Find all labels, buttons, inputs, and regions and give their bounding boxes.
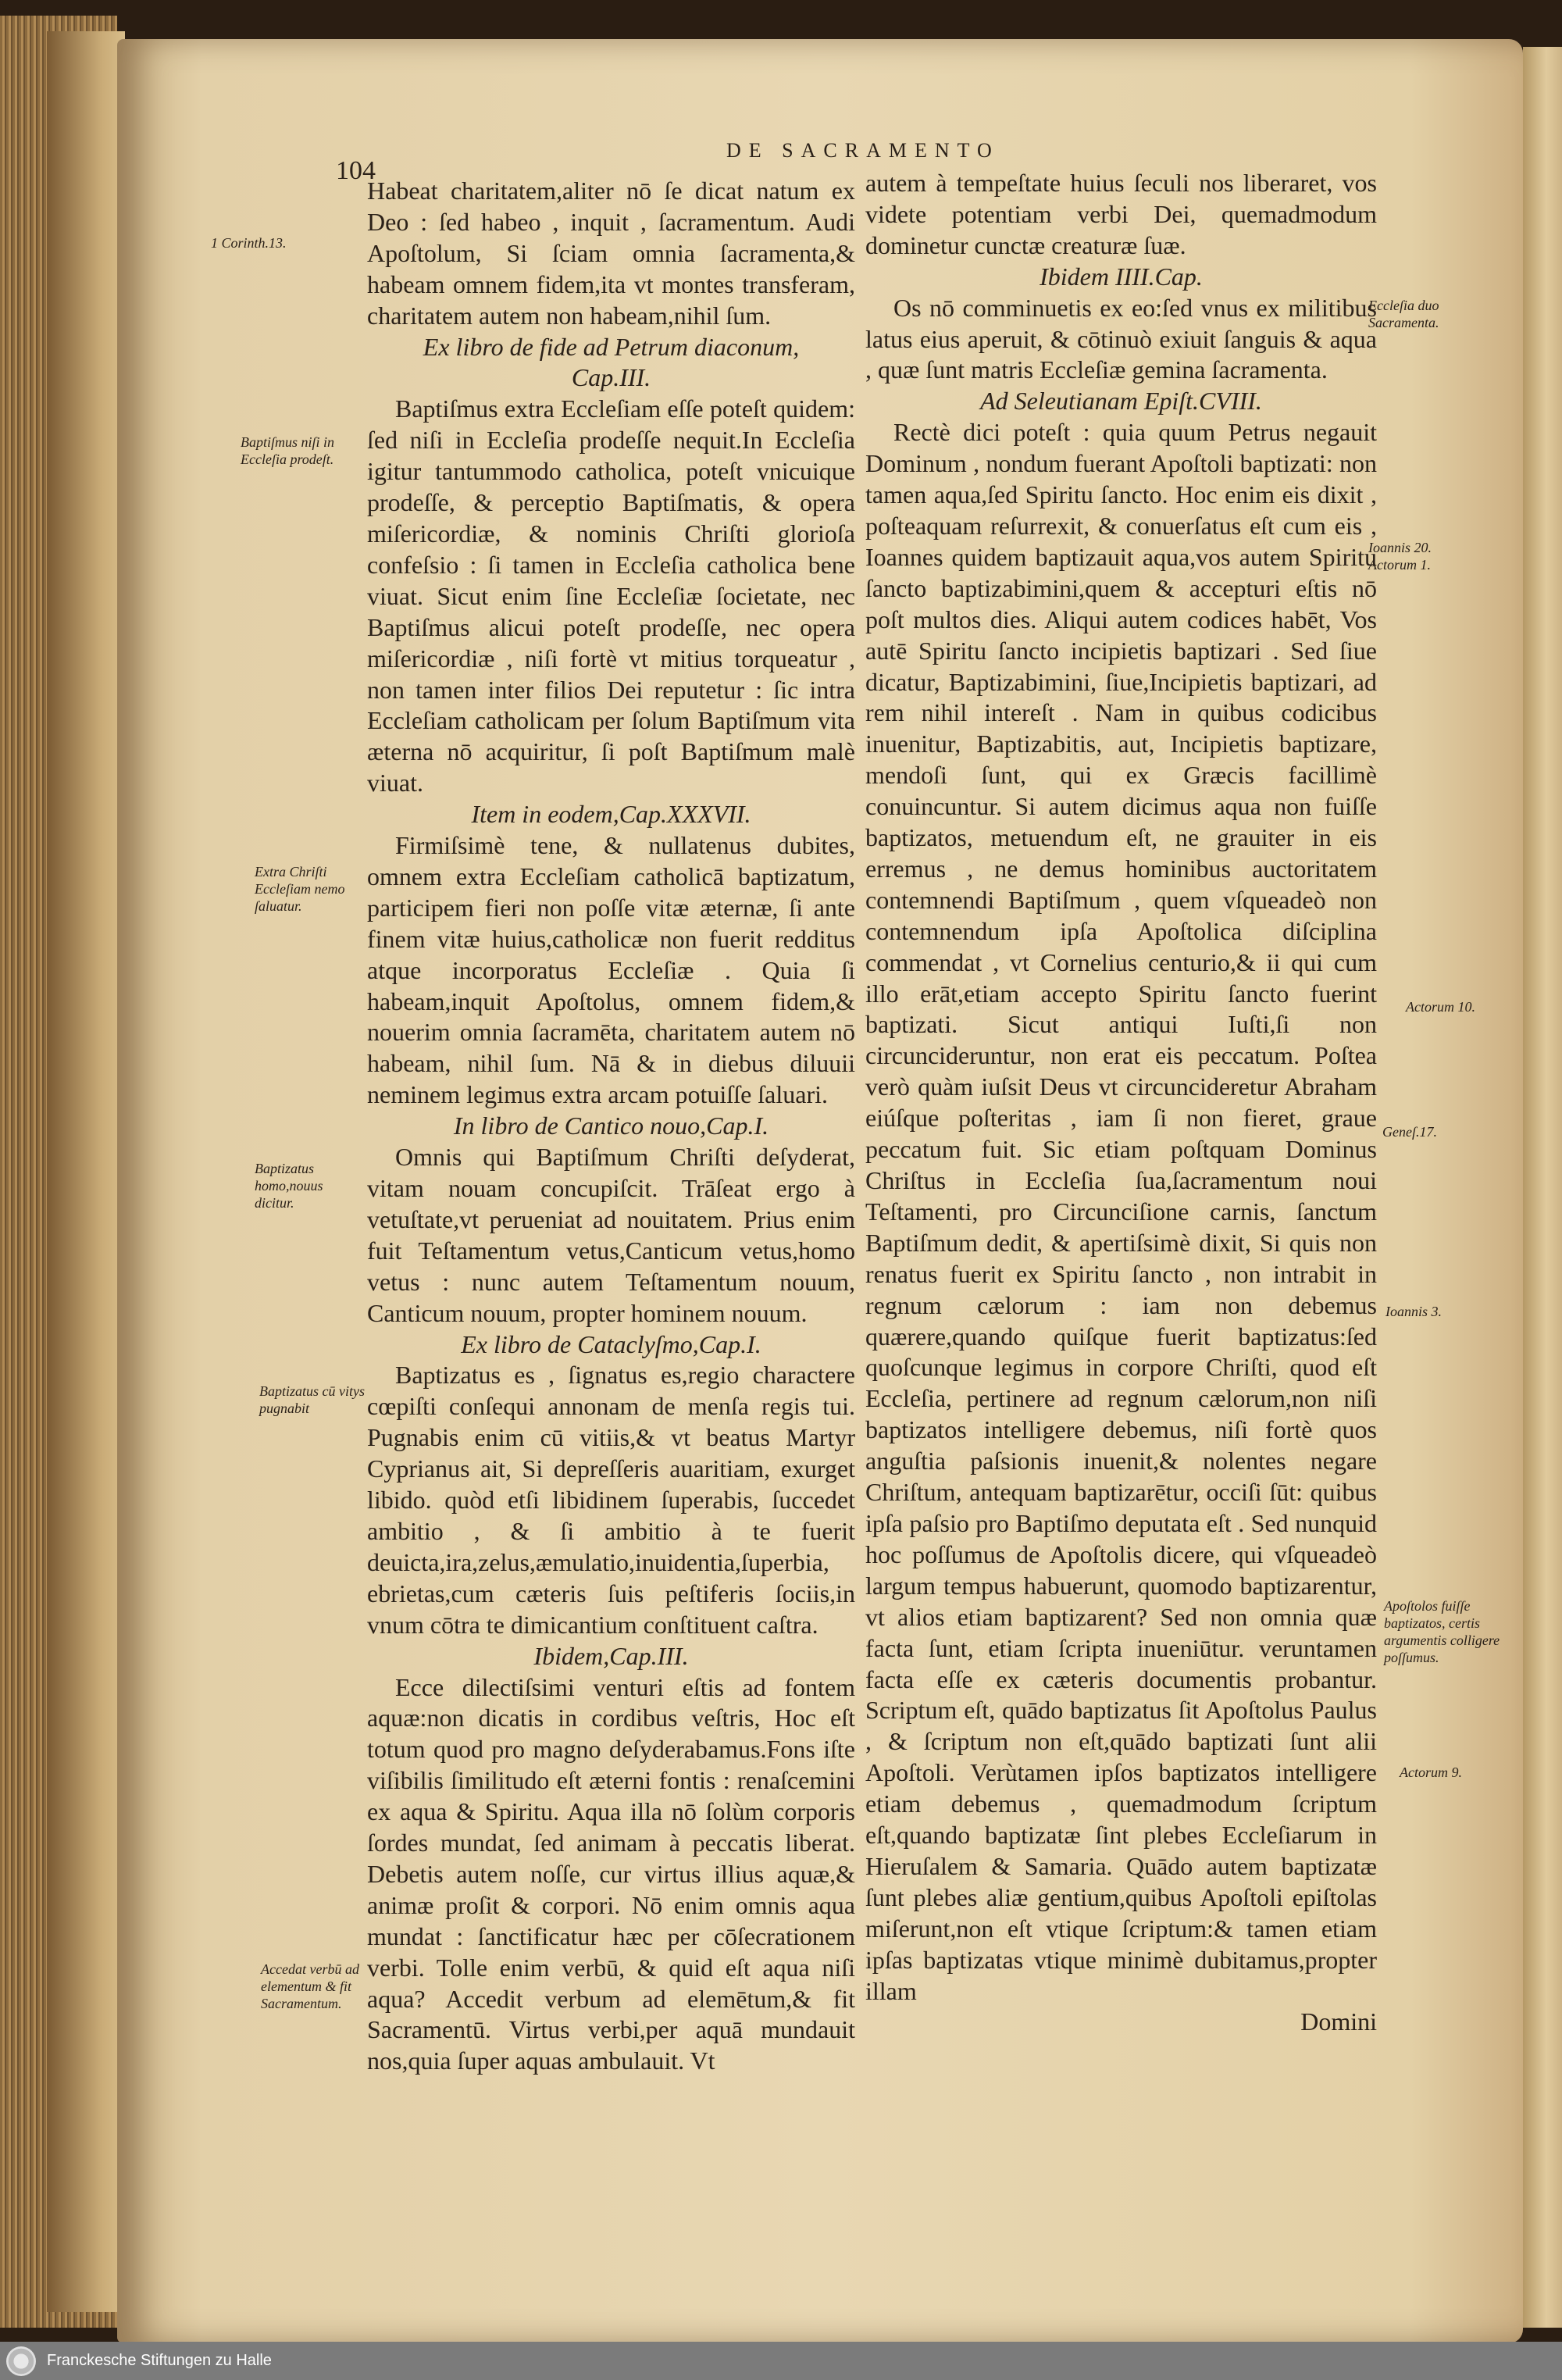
running-head: DE SACRAMENTO xyxy=(726,139,1000,162)
section-heading: Item in eodem,Cap.XXXVII. xyxy=(471,800,751,829)
paragraph: Habeat charitatem,aliter nō ſe dicat natum ex Deo : ſed habeo , inquit , ſacramentum. Audi Apoſtolum, Si ſciam omnia ſacramenta,& habeam omnem fidem,ita vt montes transferam, charitatem autem non habeam,nihil ſum. xyxy=(367,177,855,330)
marginal-note: Actorum 10. xyxy=(1406,999,1475,1015)
right-text-column xyxy=(865,168,1377,2038)
paragraph: Baptizatus es , ſignatus es,regio charactere cœpiſti conſequi annonam de menſa regis tui. Pugnabis enim cū vitiis,& vt beatus Martyr Cyprianus ait, Si depreſſeris auaritiam, exurget libido. quòd etſi libidinem ſuperabis, ſuccedet ambitio , & ſi ambitio à te fuerit deuicta,ira,zelus,æmulatio,inuidentia,ſuperbia, ebrietas,cum cæteris ſuis peſtiferis ſociis,in vnum cōtra te dimicantium conſtituent caſtra. xyxy=(367,1361,855,1639)
paragraph: Os nō comminuetis ex eo:ſed vnus ex militibus latus eius aperuit, & cōtinuò exiuit ſanguis & aqua , quæ ſunt matris Eccleſiæ gemina ſacramenta. xyxy=(865,293,1377,384)
marginal-note: Eccleſia duo Sacramenta. xyxy=(1368,298,1439,330)
footer-bar xyxy=(0,2342,1562,2380)
next-page-edge xyxy=(1523,47,1562,2328)
marginal-note: Baptiſmus niſi in Eccleſia prodeſt. xyxy=(241,434,335,467)
institution-logo-icon xyxy=(6,2346,36,2376)
previous-pages xyxy=(47,31,125,2312)
section-heading: Ibidem IIII.Cap. xyxy=(1040,262,1203,291)
marginal-note: 1 Corinth.13. xyxy=(211,235,287,251)
marginal-note: Baptizatus cū vitys pugnabit xyxy=(259,1383,365,1416)
paragraph: Omnis qui Baptiſmum Chriſti deſyderat, vitam nouam concupiſcit. Trāſeat ergo à vetuſtate,vt perueniat ad nouitatem. Prius enim fuit Teſtamentum vetus,Canticum vetus,homo vetus : nunc autem Teſtamentum nouum, Canticum nouum, propter hominem nouum. xyxy=(367,1143,855,1327)
marginal-note: Apoſtolos fuiſſe baptizatos, certis argumentis colligere poſſumus. xyxy=(1384,1598,1500,1665)
marginal-note: Geneſ.17. xyxy=(1382,1124,1437,1140)
section-heading: Ex libro de fide ad Petrum diaconum, xyxy=(423,332,800,361)
section-heading: In libro de Cantico nouo,Cap.I. xyxy=(453,1111,769,1140)
left-text-column xyxy=(367,176,855,2077)
paragraph: Ecce dilectiſsimi venturi eſtis ad fontem aquæ:non dicatis in cordibus veſtris, Hoc eſt totum quod pro magno deſyderabamus.Fons iſte viſibilis ſimilitudo eſt æterni fontis : renaſcemini ex aqua & Spiritu. Aqua illa nō ſolùm corporis ſordes mundat, ſed animam à peccatis liberat. Debetis autem noſſe, cur virtus illius aquæ,& animæ proſit & corpori. Nō enim omnis aqua mundat : ſanctificatur hæc per cōſecrationem verbi. Tolle enim verbū, & quid eſt aqua niſi aqua? Accedit verbum ad elemētum,& fit Sacramentū. Virtus verbi,per aquā mundauit nos,quia ſuper aquas ambulauit. Vt xyxy=(367,1672,855,2075)
marginal-note: Ioannis 20. Actorum 1. xyxy=(1368,540,1432,573)
marginal-note: Baptizatus homo,nouus dicitur. xyxy=(255,1161,323,1211)
paragraph: Baptiſmus extra Eccleſiam eſſe poteſt quidem: ſed niſi in Eccleſia prodeſſe nequit.In Eccleſia igitur tantummodo catholica, poteſt vnicuique prodeſſe, & perceptio Baptiſmatis, & opera miſericordiæ, & nominis Chriſti glorioſa confeſsio : ſi tamen in Eccleſia catholica bene viuat. Sicut enim ſine Eccleſiæ ſocietate, nec Baptiſmus alicui poteſt prodeſſe, nec opera miſericordiæ , niſi fortè vt mitius torqueatur , non tamen inter filios Dei reputetur : ſic intra Eccleſiam catholicam per ſolum Baptiſmum vita æterna nō acquiritur, ſi poſt Baptiſmum malè viuat. xyxy=(367,394,855,797)
section-heading: Ad Seleutianam Epiſt.CVIII. xyxy=(980,387,1262,416)
section-heading: Ex libro de Cataclyſmo,Cap.I. xyxy=(461,1329,761,1358)
section-heading: Ibidem,Cap.III. xyxy=(533,1641,689,1670)
marginal-note: Accedat verbū ad elementum & fit Sacramentum. xyxy=(261,1961,359,2011)
paragraph: autem à tempeſtate huius ſeculi nos liberaret, vos videte potentiam verbi Dei, quemadmodum dominetur cunctæ creaturæ ſuæ. xyxy=(865,169,1377,259)
footer-institution-name: Franckesche Stiftungen zu Halle xyxy=(47,2352,272,2369)
catchword: Domini xyxy=(1300,2007,1377,2036)
section-heading: Cap.III. xyxy=(571,363,651,392)
paragraph: Firmiſsimè tene, & nullatenus dubites, omnem extra Eccleſiam catholicā baptizatum, participem fieri non poſſe vitæ æternæ, ſi ante finem vitæ huius,catholicæ non fuerit redditus atque incorporatus Eccleſiæ . Quia ſi habeam,inquit Apoſtolus, omnem fidem,& nouerim omnia ſacramēta, charitatem autem nō habeam, nihil ſum. Nā & in diebus diluuii neminem legimus extra arcam potuiſſe ſaluari. xyxy=(367,831,855,1109)
marginal-note: Ioannis 3. xyxy=(1385,1304,1442,1319)
marginal-note: Actorum 9. xyxy=(1400,1764,1462,1780)
page-number: 104 xyxy=(336,156,376,185)
paragraph: Rectè dici poteſt : quia quum Petrus negauit Dominum , nondum fuerant Apoſtoli baptizati: non tamen aqua,ſed Spiritu ſancto. Hoc enim eis dixit , poſteaquam reſurrexit, & conuerſatus eſt cum eis , Ioannes quidem baptizauit aqua,vos autem Spiritu ſancto baptizabimini,quem & accepturi eſtis nō poſt multos dies. Aliqui autem codices habēt, Vos autē Spiritu ſancto incipietis baptizari . Sed ſiue dicatur, Baptizabimini, ſiue,Incipietis baptizari, ad rem nihil intereſt . Nam in quibus codicibus inuenitur, Baptizabitis, aut, Incipietis baptizare, mendoſi ſunt, qui ex Græcis facillimè conuincuntur. Si autem dicimus aqua non fuiſſe baptizatos, metuendum eſt, ne grauiter in eis erremus , ne demus hominibus auctoritatem contemnendi Baptiſmum , quem vſqueadeò non contemnendum ipſa Apoſtolica diſciplina commendat , vt Cornelius centurio,& ii qui cum illo erāt,etiam accepto Spiritu ſancto fuerint baptizati. Sicut antiqui Iuſti,ſi non circuncideruntur, non erat eis peccatum. Poſtea verò quàm iuſsit Deus vt circuncideretur Abraham eiúſque poſteritas , iam ſi non fieret, graue peccatum fuit. Sic etiam poſtquam Dominus Chriſtus in Eccleſia ſua,ſacramentum noui Teſtamenti, pro Circunciſione carnis, ſanctum Baptiſmum dedit, & apertiſsimè dixit, Si quis non renatus fuerit ex Spiritu ſancto , non intrabit in regnum cælorum : iam non debemus quærere,quando quiſque fuerit baptizatus:ſed quoſcunque legimus in corpore Chriſti, quod eſt Eccleſia, pertinere ad regnum cælorum,non niſi baptizatos intelligere debemus, niſi fortè quos anguſtia paſsionis inuenit,& nolentes negare Chriſtum, antequam baptizarētur, occiſi ſūt: quibus ipſa paſsio pro Baptiſmo deputata eſt . Sed nunquid hoc poſſumus de Apoſtolis dicere, qui vſqueadeò largum tempus habuerunt, quomodo baptizarentur, vt alios etiam baptizarent? Sed non omnia quæ facta ſunt, etiam ſcripta inueniūtur. veruntamen facta eſſe ex cæteris documentis probantur. Scriptum eſt, quādo baptizatus ſit Apoſtolus Paulus , & ſcriptum non eſt,quādo baptizati ſunt alii Apoſtoli. Verùtamen ipſos baptizatos intelligere etiam debemus , quemadmodum ſcriptum eſt,quando baptizatæ ſint plebes Eccleſiarum in Hieruſalem & Samaria. Quādo autem baptizatæ ſunt plebes aliæ gentium,quibus Apoſtoli epiſtolas miſerunt,non eſt vtique ſcriptum:& tamen etiam ipſas baptizatas vtique minimè dubitamus,propter illam xyxy=(865,418,1377,2005)
marginal-note: Extra Chriſti Eccleſiam nemo ſaluatur. xyxy=(255,864,345,914)
